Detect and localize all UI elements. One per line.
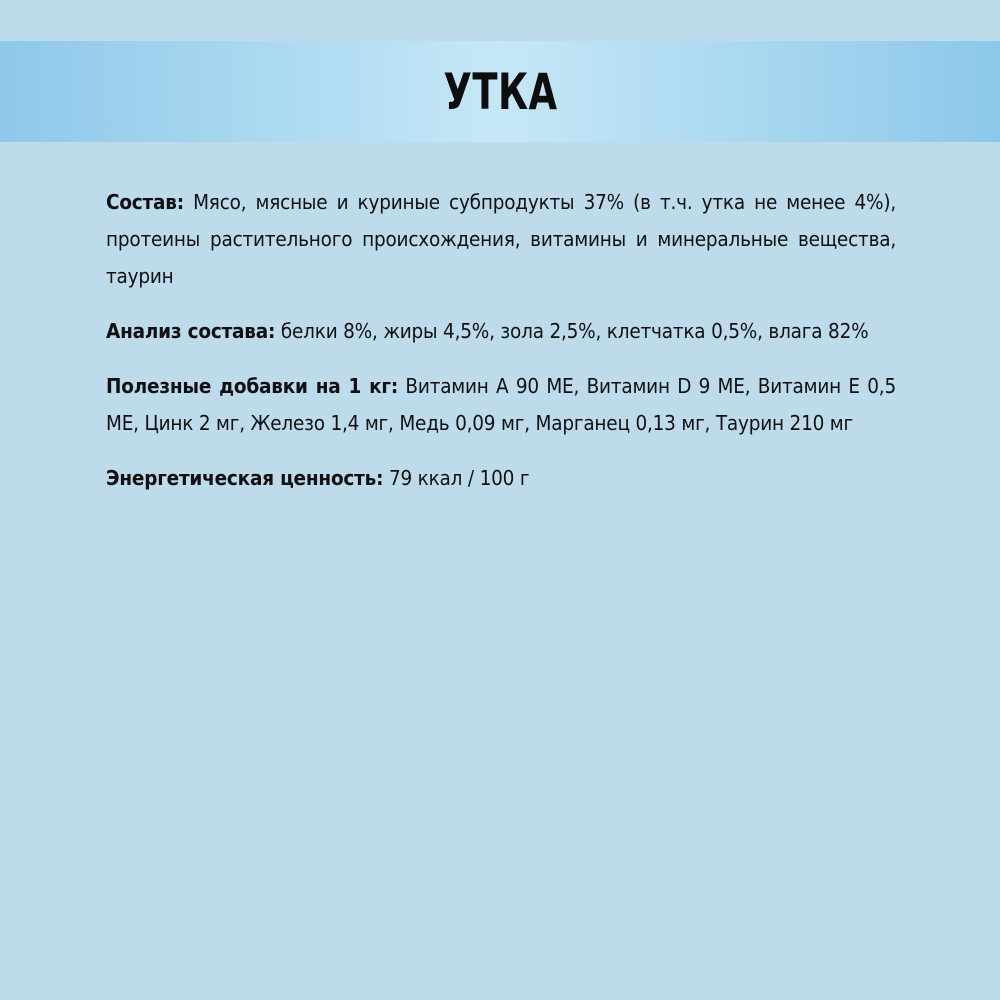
composition-paragraph xyxy=(106,184,896,295)
page-title: УТКА xyxy=(443,62,557,121)
product-info xyxy=(106,184,896,515)
additives-label: Полезные добавки на 1 кг: xyxy=(106,374,399,398)
energy-paragraph xyxy=(106,460,896,497)
composition-text: Мясо, мясные и куриные субпродукты 37% (в т.ч. утка не менее 4%), протеины растительного происхождения, витамины и минеральные вещества, таурин xyxy=(106,190,896,288)
energy-text: 79 ккал / 100 г xyxy=(383,466,530,490)
composition-label: Состав: xyxy=(106,190,184,214)
analysis-label: Анализ состава: xyxy=(106,319,276,343)
title-banner xyxy=(0,41,1000,142)
analysis-paragraph xyxy=(106,313,896,350)
analysis-text: белки 8%, жиры 4,5%, зола 2,5%, клетчатка 0,5%, влага 82% xyxy=(275,319,869,343)
energy-label: Энергетическая ценность: xyxy=(106,466,384,490)
additives-text: Витамин А 90 МЕ, Витамин D 9 МЕ, Витамин E 0,5 МЕ, Цинк 2 мг, Железо 1,4 мг, Медь 0,09 мг, Марганец 0,13 мг, Таурин 210 мг xyxy=(106,374,896,435)
additives-paragraph xyxy=(106,368,896,442)
